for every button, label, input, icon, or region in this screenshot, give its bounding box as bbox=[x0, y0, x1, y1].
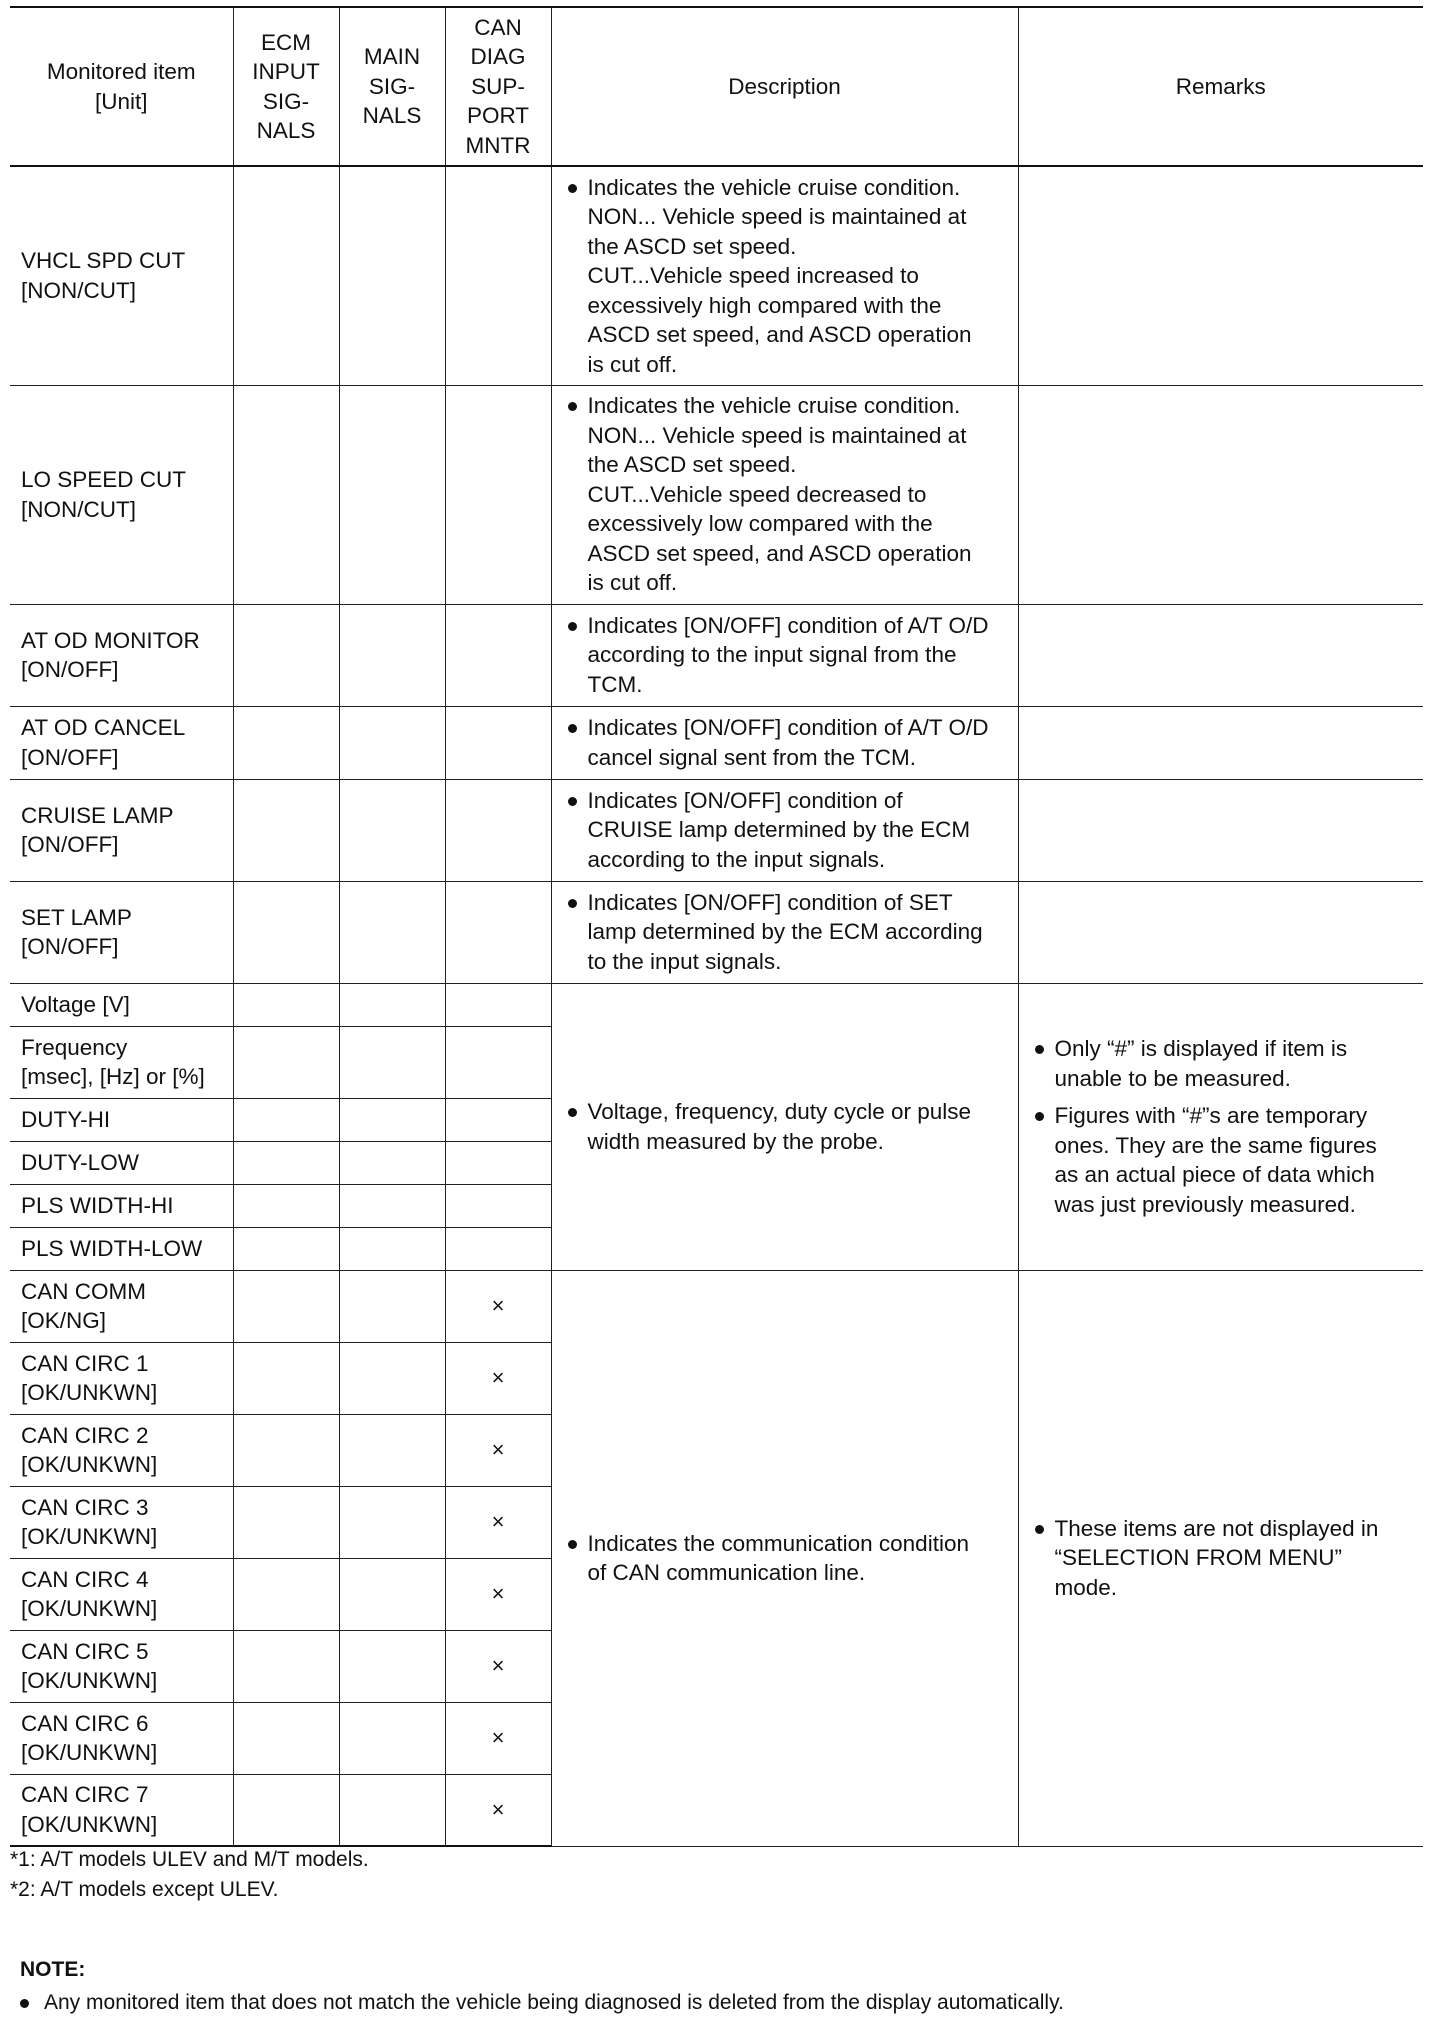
table-row bbox=[10, 881, 1423, 983]
list-item: Figures with “#”s are temporary ones. They are the same figures as an actual piece of data which was just previously measured. bbox=[1033, 1101, 1414, 1219]
table-row bbox=[10, 983, 1423, 1026]
main-signals-cell bbox=[339, 1702, 445, 1774]
main-signals-cell bbox=[339, 983, 445, 1026]
can-description-cell bbox=[551, 1270, 1018, 1846]
remarks-cell bbox=[1018, 706, 1423, 779]
remarks-cell bbox=[1018, 881, 1423, 983]
monitored-item-cell: CAN CIRC 6 [OK/UNKWN] bbox=[10, 1702, 233, 1774]
table-row bbox=[10, 706, 1423, 779]
can-diag-mark: × bbox=[445, 1630, 551, 1702]
ecm-input-cell bbox=[233, 1630, 339, 1702]
table-row bbox=[10, 166, 1423, 385]
monitored-item-cell: CRUISE LAMP [ON/OFF] bbox=[10, 779, 233, 881]
list-item: Indicates the vehicle cruise condition. NON... Vehicle speed is maintained at the ASCD set speed. CUT...Vehicle speed decreased to excessively low compared with the ASCD set speed, and ASCD operation is cut off. bbox=[566, 391, 1008, 598]
monitored-item-cell: CAN CIRC 7 [OK/UNKWN] bbox=[10, 1774, 233, 1846]
main-signals-cell bbox=[339, 779, 445, 881]
monitor-item-table bbox=[10, 6, 1423, 1847]
probe-remarks-cell bbox=[1018, 983, 1423, 1270]
monitored-item-cell: DUTY-HI bbox=[10, 1098, 233, 1141]
can-diag-cell bbox=[445, 779, 551, 881]
main-signals-cell bbox=[339, 1184, 445, 1227]
monitored-item-cell: Voltage [V] bbox=[10, 983, 233, 1026]
can-diag-cell bbox=[445, 1026, 551, 1098]
header-can-diag-support-monitor: CAN DIAG SUP- PORT MNTR bbox=[445, 7, 551, 166]
table-row bbox=[10, 1270, 1423, 1342]
remarks-cell bbox=[1018, 385, 1423, 604]
can-remarks-cell bbox=[1018, 1270, 1423, 1846]
can-diag-cell bbox=[445, 166, 551, 385]
monitored-item-cell: CAN CIRC 5 [OK/UNKWN] bbox=[10, 1630, 233, 1702]
main-signals-cell bbox=[339, 1270, 445, 1342]
ecm-input-cell bbox=[233, 1486, 339, 1558]
monitored-item-cell: PLS WIDTH-HI bbox=[10, 1184, 233, 1227]
header-ecm-input-signals: ECM INPUT SIG- NALS bbox=[233, 7, 339, 166]
ecm-input-cell bbox=[233, 604, 339, 706]
monitored-item-cell: PLS WIDTH-LOW bbox=[10, 1227, 233, 1270]
can-diag-cell bbox=[445, 881, 551, 983]
ecm-input-cell bbox=[233, 385, 339, 604]
can-diag-cell bbox=[445, 706, 551, 779]
can-diag-mark: × bbox=[445, 1486, 551, 1558]
ecm-input-cell bbox=[233, 1270, 339, 1342]
can-diag-mark: × bbox=[445, 1558, 551, 1630]
note-title: NOTE: bbox=[20, 1958, 86, 1981]
monitored-item-cell: LO SPEED CUT [NON/CUT] bbox=[10, 385, 233, 604]
monitored-item-cell: AT OD MONITOR [ON/OFF] bbox=[10, 604, 233, 706]
main-signals-cell bbox=[339, 1098, 445, 1141]
main-signals-cell bbox=[339, 1486, 445, 1558]
ecm-input-cell bbox=[233, 1702, 339, 1774]
description-cell bbox=[551, 881, 1018, 983]
remarks-cell bbox=[1018, 166, 1423, 385]
main-signals-cell bbox=[339, 1026, 445, 1098]
header-main-signals: MAIN SIG- NALS bbox=[339, 7, 445, 166]
main-signals-cell bbox=[339, 1227, 445, 1270]
remarks-cell bbox=[1018, 779, 1423, 881]
can-diag-mark: × bbox=[445, 1702, 551, 1774]
ecm-input-cell bbox=[233, 1414, 339, 1486]
can-diag-cell bbox=[445, 1184, 551, 1227]
can-diag-mark: × bbox=[445, 1774, 551, 1846]
can-diag-cell bbox=[445, 1098, 551, 1141]
list-item: Indicates [ON/OFF] condition of SET lamp determined by the ECM according to the input signals. bbox=[566, 888, 1008, 977]
list-item: Only “#” is displayed if item is unable to be measured. bbox=[1033, 1034, 1414, 1093]
list-item: Indicates [ON/OFF] condition of CRUISE lamp determined by the ECM according to the input signals. bbox=[566, 786, 1008, 875]
main-signals-cell bbox=[339, 881, 445, 983]
list-item: Indicates the vehicle cruise condition. NON... Vehicle speed is maintained at the ASCD set speed. CUT...Vehicle speed increased to excessively high compared with the ASCD set speed, and ASCD operation is cut off. bbox=[566, 173, 1008, 380]
list-item: Indicates [ON/OFF] condition of A/T O/D cancel signal sent from the TCM. bbox=[566, 713, 1008, 772]
monitored-item-cell: CAN CIRC 3 [OK/UNKWN] bbox=[10, 1486, 233, 1558]
description-cell bbox=[551, 706, 1018, 779]
list-item: Voltage, frequency, duty cycle or pulse width measured by the probe. bbox=[566, 1097, 1008, 1156]
list-item: These items are not displayed in “SELECTION FROM MENU” mode. bbox=[1033, 1514, 1414, 1603]
description-cell bbox=[551, 604, 1018, 706]
main-signals-cell bbox=[339, 706, 445, 779]
list-item: Indicates [ON/OFF] condition of A/T O/D according to the input signal from the TCM. bbox=[566, 611, 1008, 700]
ecm-input-cell bbox=[233, 881, 339, 983]
can-diag-cell bbox=[445, 385, 551, 604]
main-signals-cell bbox=[339, 1342, 445, 1414]
main-signals-cell bbox=[339, 1630, 445, 1702]
monitored-item-cell: VHCL SPD CUT [NON/CUT] bbox=[10, 166, 233, 385]
table-row bbox=[10, 604, 1423, 706]
note-text: Any monitored item that does not match the vehicle being diagnosed is deleted from the display automatically. bbox=[44, 1989, 1064, 2017]
can-diag-cell bbox=[445, 1141, 551, 1184]
list-item: Indicates the communication condition of CAN communication line. bbox=[566, 1529, 1008, 1588]
remarks-cell bbox=[1018, 604, 1423, 706]
ecm-input-cell bbox=[233, 1026, 339, 1098]
main-signals-cell bbox=[339, 1558, 445, 1630]
ecm-input-cell bbox=[233, 1342, 339, 1414]
monitored-item-cell: SET LAMP [ON/OFF] bbox=[10, 881, 233, 983]
description-cell bbox=[551, 779, 1018, 881]
description-cell bbox=[551, 166, 1018, 385]
table-header-row bbox=[10, 7, 1423, 166]
can-diag-cell bbox=[445, 1227, 551, 1270]
ecm-input-cell bbox=[233, 1558, 339, 1630]
monitored-item-cell: CAN CIRC 2 [OK/UNKWN] bbox=[10, 1414, 233, 1486]
probe-description-cell bbox=[551, 983, 1018, 1270]
can-diag-mark: × bbox=[445, 1414, 551, 1486]
can-diag-mark: × bbox=[445, 1342, 551, 1414]
main-signals-cell bbox=[339, 1774, 445, 1846]
monitored-item-cell: CAN CIRC 4 [OK/UNKWN] bbox=[10, 1558, 233, 1630]
ecm-input-cell bbox=[233, 1141, 339, 1184]
monitored-item-cell: AT OD CANCEL [ON/OFF] bbox=[10, 706, 233, 779]
table-row bbox=[10, 779, 1423, 881]
monitored-item-cell: CAN CIRC 1 [OK/UNKWN] bbox=[10, 1342, 233, 1414]
ecm-input-cell bbox=[233, 706, 339, 779]
ecm-input-cell bbox=[233, 1184, 339, 1227]
footnote-2: *2: A/T models except ULEV. bbox=[10, 1878, 279, 1901]
footnote-1: *1: A/T models ULEV and M/T models. bbox=[10, 1848, 369, 1871]
ecm-input-cell bbox=[233, 1227, 339, 1270]
header-remarks: Remarks bbox=[1018, 7, 1423, 166]
ecm-input-cell bbox=[233, 1098, 339, 1141]
main-signals-cell bbox=[339, 1141, 445, 1184]
can-diag-cell bbox=[445, 604, 551, 706]
monitored-item-cell: CAN COMM [OK/NG] bbox=[10, 1270, 233, 1342]
main-signals-cell bbox=[339, 166, 445, 385]
main-signals-cell bbox=[339, 604, 445, 706]
monitored-item-cell: DUTY-LOW bbox=[10, 1141, 233, 1184]
ecm-input-cell bbox=[233, 779, 339, 881]
main-signals-cell bbox=[339, 385, 445, 604]
header-monitored-item: Monitored item [Unit] bbox=[10, 7, 233, 166]
description-cell bbox=[551, 385, 1018, 604]
can-diag-mark: × bbox=[445, 1270, 551, 1342]
header-description: Description bbox=[551, 7, 1018, 166]
table-row bbox=[10, 385, 1423, 604]
ecm-input-cell bbox=[233, 983, 339, 1026]
ecm-input-cell bbox=[233, 1774, 339, 1846]
ecm-input-cell bbox=[233, 166, 339, 385]
can-diag-cell bbox=[445, 983, 551, 1026]
monitored-item-cell: Frequency [msec], [Hz] or [%] bbox=[10, 1026, 233, 1098]
main-signals-cell bbox=[339, 1414, 445, 1486]
